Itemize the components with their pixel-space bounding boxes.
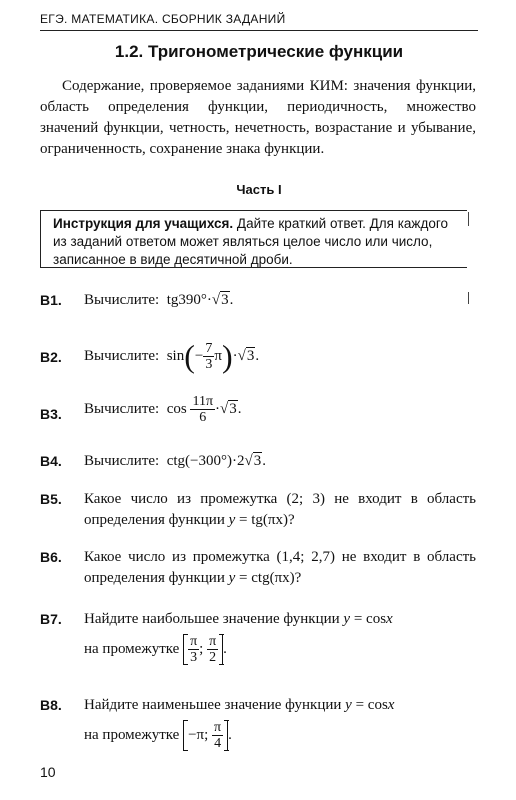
task-number: B4.	[40, 453, 62, 469]
square-root: √3	[244, 453, 262, 469]
radicand: 3	[221, 292, 229, 308]
punct: .	[229, 292, 234, 308]
task-body: Вычислите: sin(− $\frac{7}{3}$ π)·√3.	[84, 338, 260, 374]
task-number: B8.	[40, 697, 62, 713]
numerator: π	[214, 720, 222, 735]
numerator: π	[209, 634, 217, 649]
close-paren: )	[221, 338, 233, 374]
task-body	[84, 547, 476, 589]
task-line	[84, 634, 476, 665]
task-text: Найдите наибольшее значение функции	[84, 611, 344, 627]
interval-label: на промежутке	[84, 640, 184, 657]
function-part: = cos	[351, 697, 388, 713]
fraction-a	[188, 634, 199, 665]
equation: = tg(πx)?	[235, 512, 295, 528]
variable: y	[343, 611, 351, 627]
intro-text: Содержание, проверяемое заданиями КИМ: значения функции, область определения функции, периодичность, множество значений функции, четность, нечетность, возрастание и убывание, ограниченность, сохранение знака функции.	[40, 78, 476, 157]
section-title: 1.2. Тригонометрические функции	[114, 42, 404, 61]
section-intro	[40, 76, 476, 160]
square-root: √3	[211, 292, 229, 308]
task-number: B3.	[40, 406, 62, 422]
coefficient: 2	[237, 453, 245, 469]
instruction-box	[40, 210, 467, 268]
denominator: 6	[199, 410, 207, 425]
radicand: 3	[229, 400, 237, 417]
variable: y	[228, 570, 236, 586]
square-root: √3	[220, 400, 237, 417]
open-paren: (	[184, 338, 195, 374]
task-text: Найдите наименьшее значение функции	[84, 697, 346, 713]
header-rule	[40, 30, 478, 31]
punct: .	[228, 726, 232, 743]
running-header: ЕГЭ. МАТЕМАТИКА. СБОРНИК ЗАДАНИЙ	[40, 12, 286, 26]
fraction	[203, 341, 214, 372]
closed-interval	[183, 720, 228, 751]
task-line	[84, 609, 476, 630]
numerator: π	[190, 634, 198, 649]
margin-mark	[468, 212, 469, 226]
task-body: Вычислите: cos $\frac{11\pi}{6}$ ·√3.	[84, 394, 242, 425]
part-label: Часть I	[236, 182, 282, 197]
variable: y	[345, 697, 352, 713]
argument: (−300°)	[185, 453, 232, 469]
variable: y	[228, 512, 236, 528]
function-name: sin	[166, 347, 185, 364]
fraction-b	[207, 634, 218, 665]
argument: 390°	[178, 292, 207, 308]
denominator: 4	[214, 736, 222, 751]
task-text: Какое число из промежутка (1,4; 2,7) не входит в область определения функции	[84, 549, 476, 586]
variable-x: x	[386, 611, 393, 627]
function-name: cos	[166, 400, 187, 417]
denominator: 2	[209, 650, 217, 665]
fraction-b	[212, 720, 223, 751]
square-root: √3	[237, 347, 255, 364]
numerator: 11π	[192, 394, 214, 409]
task-body	[84, 489, 476, 531]
function-name: tg	[166, 292, 179, 308]
task-verb: Вычислите:	[84, 453, 160, 469]
instruction-text: Дайте краткий ответ. Для каждого из заданий ответом может являться целое число или число, записанное в виде десятичной дроби.	[53, 216, 448, 267]
page-number: 10	[40, 764, 56, 780]
punct: .	[255, 347, 260, 364]
radicand: 3	[246, 347, 255, 364]
task-verb: Вычислите:	[84, 292, 160, 308]
function-name: ctg	[166, 453, 186, 469]
task-number: B6.	[40, 549, 62, 565]
task-verb: Вычислите:	[84, 347, 160, 364]
punct: .	[237, 400, 242, 417]
task-text: Какое число из промежутка (2; 3) не входит в область определения функции	[84, 491, 476, 528]
variable-x: x	[387, 697, 395, 713]
denominator: 3	[205, 357, 213, 372]
task-line	[84, 695, 476, 716]
instruction-title: Инструкция для учащихся.	[53, 216, 234, 231]
function-part: = cos	[350, 611, 387, 627]
punct: .	[223, 640, 227, 657]
closed-interval	[183, 634, 223, 665]
numerator: 7	[205, 341, 213, 356]
punct: .	[262, 453, 266, 469]
task-number: B2.	[40, 349, 62, 365]
task-verb: Вычислите:	[84, 400, 160, 417]
interval-label: на промежутке	[84, 726, 184, 743]
task-body	[84, 609, 476, 665]
task-body	[84, 695, 476, 751]
task-number: B5.	[40, 491, 62, 507]
denominator: 3	[190, 650, 198, 665]
task-number: B7.	[40, 611, 62, 627]
separator: ;	[199, 640, 204, 657]
task-body: Вычислите: tg390°·√3.	[84, 292, 234, 308]
pi-symbol: π	[214, 347, 222, 364]
task-line	[84, 720, 476, 751]
radicand: 3	[253, 453, 262, 469]
minus-sign: −	[194, 347, 204, 364]
task-body: Вычислите: ctg(−300°)·2√3.	[84, 453, 266, 469]
fraction	[190, 394, 215, 425]
task-number: B1.	[40, 292, 62, 308]
interval-start: −π;	[188, 726, 209, 743]
equation: = ctg(πx)?	[235, 570, 302, 586]
